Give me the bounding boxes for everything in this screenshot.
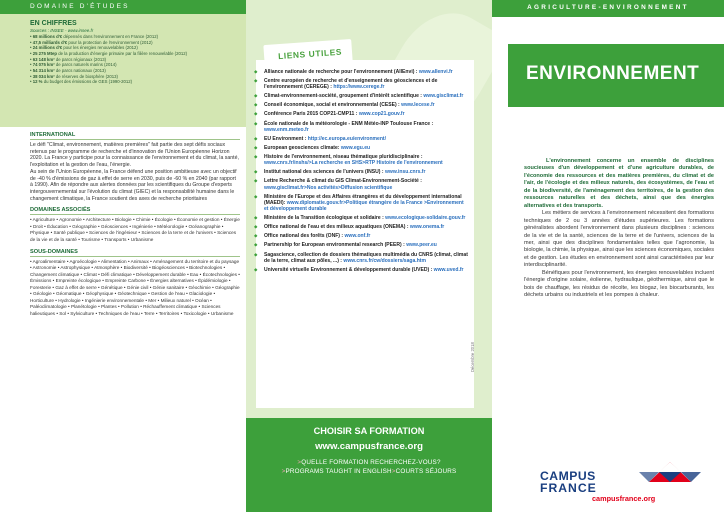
link-organisation-name: École nationale de la météorologie - ENM Météo-INP Toulouse France :	[264, 120, 434, 127]
link-url[interactable]: www.ecologique-solidaire.gouv.fr	[385, 215, 466, 222]
links-list	[254, 69, 468, 276]
link-item	[254, 121, 468, 134]
link-url[interactable]: www.cnrs.fr/inshs/>La recherche en SHS>RTP Histoire de l'environnement	[264, 160, 443, 167]
link-item	[254, 233, 468, 239]
link-url[interactable]: www.cnrs.fr/cw/dossiers/saga.htm	[343, 257, 426, 264]
link-organisation-name: Office national de l'eau et des milieux aquatiques (ONEMA) :	[264, 224, 409, 231]
footer-link-search[interactable]	[246, 459, 492, 466]
link-organisation-name: Office national des forêts (ONF) :	[264, 233, 344, 240]
arrow-icon: >	[391, 468, 396, 475]
stat-value: • 47,5 milliards d'€	[30, 39, 68, 45]
link-organisation-name: EU Environment :	[264, 135, 307, 142]
stats-source: Sources : INSEE - www.insee.fr	[30, 28, 94, 33]
link-organisation-name: Ministère de la Transition écologique et solidaire :	[264, 215, 384, 222]
link-organisation-name: Partnership for European environmental research (PEER) :	[264, 242, 405, 249]
link-url[interactable]: http://ec.europa.eu/environment/	[307, 135, 386, 142]
link-item	[254, 169, 468, 175]
intro-column	[524, 158, 714, 300]
link-url[interactable]: www.uved.fr	[433, 266, 464, 273]
arrow-icon: >	[281, 468, 286, 475]
right-header: AGRICULTURE-ENVIRONNEMENT	[492, 0, 724, 17]
stats-box	[0, 14, 246, 127]
stat-value: • 63 148 km²	[30, 56, 55, 62]
footer-link-short-stays-label: COURTS SÉJOURS	[395, 468, 457, 475]
associated-text: • Agriculture • Agronomie • Architecture • Biologie • Chimie • Écologie • Économie et gestion • Énergie • Droit • Éducation • Géographie • Géosciences • Ingénierie • Météorologie • Océanographie • Physique • Santé publique • Sciences de l'ingénieur • Sciences de la terre et de l'univers • Sciences de la vie et de la santé • Tourisme • Transports • Urbanisme	[30, 217, 240, 242]
link-item	[254, 242, 468, 248]
link-item	[254, 69, 468, 75]
link-item	[254, 78, 468, 91]
logo-campus-text: CAMPUS	[540, 469, 596, 483]
link-url[interactable]: www.onf.fr	[344, 233, 371, 240]
link-url[interactable]: https://www.cerege.fr	[333, 84, 385, 91]
arrow-icon: >	[297, 459, 302, 466]
stat-value: • 12 %	[30, 79, 43, 85]
stat-value: • 54 314 km²	[30, 67, 55, 73]
footer-link-search-label: QUELLE FORMATION RECHERCHEZ-VOUS?	[301, 459, 441, 466]
logo-url-link[interactable]: campusfrance.org	[592, 494, 656, 503]
stat-value: • 38 034 km²	[30, 73, 55, 79]
stat-value: • 68 millions d'€	[30, 34, 63, 39]
link-item	[254, 93, 468, 99]
link-url[interactable]: www.onema.fr	[409, 224, 445, 231]
stat-text: pour les énergies renouvelables (2012)	[62, 45, 138, 51]
link-organisation-name: Alliance nationale de recherche pour l'environnement (AllEnvi) :	[264, 69, 418, 75]
left-body	[0, 132, 246, 317]
environment-banner: ENVIRONNEMENT	[508, 44, 724, 107]
link-url[interactable]: www.gisclimat.fr>Nos activités>Diffusion scientifique	[264, 184, 393, 191]
stat-text: de réserves de biosphère (2013)	[54, 73, 118, 79]
stat-text: du budget des émissions de GES (1990-2012)	[42, 79, 133, 85]
link-organisation-name: Climat-environnement-société, groupement d'intérêt scientifique :	[264, 93, 422, 100]
link-organisation-name: Conférence Paris 2015 COP21-CMP11 :	[264, 111, 358, 118]
international-title: INTERNATIONAL	[30, 132, 240, 140]
link-url[interactable]: www.insu.cnrs.fr	[384, 169, 426, 176]
stat-row	[30, 79, 240, 85]
link-organisation-name: Lettre Recherche & climat du GIS Climat-Environnement-Société :	[264, 178, 422, 185]
link-organisation-name: Histoire de l'environnement, réseau thématique pluridisciplinaire :	[264, 153, 423, 160]
link-organisation-name: European geosciences climate:	[264, 144, 340, 151]
link-url[interactable]: www.peer.eu	[406, 242, 437, 249]
campus-france-logo-text	[540, 470, 597, 494]
link-organisation-name: Conseil économique, social et environnemental (CESE) :	[264, 102, 400, 109]
link-item	[254, 145, 468, 151]
footer-url-link[interactable]: www.campusfrance.org	[315, 441, 423, 452]
stat-text: dépensés dans l'environnement en France (2012)	[62, 34, 159, 39]
link-url[interactable]: www.cop21.gouv.fr	[358, 111, 405, 118]
stat-value: • 24 millions d'€	[30, 45, 63, 51]
stat-text: de parcs nationaux (2013)	[54, 67, 106, 73]
link-url[interactable]: www.allenvi.fr	[418, 69, 453, 75]
associated-title: DOMAINES ASSOCIÉS	[30, 207, 240, 215]
right-panel	[492, 0, 724, 418]
link-organisation-name: Institut national des sciences de l'univers (INSU) :	[264, 169, 384, 176]
link-item	[254, 215, 468, 221]
stats-list	[30, 34, 240, 85]
links-tab-title: LIENS UTILES	[263, 39, 352, 67]
link-url[interactable]: www.lecese.fr	[401, 102, 435, 109]
stat-text: de la production d'énergie primaire par la filière renouvelable (2012)	[57, 50, 188, 56]
stat-value: • 74 075 km²	[30, 62, 55, 68]
link-item	[254, 252, 468, 265]
link-organisation-name: Université virtuelle Environnement & développement durable (UVED) :	[264, 266, 433, 273]
logo-france-text: FRANCE	[540, 481, 597, 495]
link-item	[254, 194, 468, 213]
footer-title: CHOISIR SA FORMATION	[313, 426, 425, 436]
stat-value: • 25 275 Mtep	[30, 50, 58, 56]
link-url[interactable]: www.enm.meteo.fr	[264, 126, 309, 133]
lead-paragraph: L'environnement concerne un ensemble de disciplines soucieuses d'un développement et d'une agriculture durables, de l'économie des ressources et des matières premières, du climat et de l'air, de l'écologie et des milieux naturels, des écosystèmes, de l'eau et de la biodiversité, de l'aménagement des territoires, de la gestion des ressources naturelles et des déchets, ainsi que des énergies alternatives et des transports.	[524, 158, 714, 209]
footer-link-english-label: PROGRAMS TAUGHT IN ENGLISH	[285, 468, 392, 475]
link-item	[254, 224, 468, 230]
link-item	[254, 178, 468, 191]
link-item	[254, 102, 468, 108]
body-paragraph-2: Bénéfiques pour l'environnement, les énergies renouvelables incluent l'énergie d'origine solaire, éolienne, hydraulique, géothermique, ainsi que le bois de chauffage, les résidus de récolte, les biogaz, les biocarburants, les déchets urbains ou industriels et les pompes à chaleur.	[524, 269, 714, 299]
link-item	[254, 111, 468, 117]
footer-left-rail	[0, 418, 246, 512]
link-organisation-name: Sagascience, collection de dossiers thématiques multimédia du CNRS (climat, climat de la terre, climat aux pôles, ...) :	[264, 251, 468, 264]
link-item	[254, 154, 468, 167]
triangle-pattern-icon	[639, 462, 701, 482]
stats-title: EN CHIFFRES	[30, 20, 77, 27]
link-url[interactable]: www.gisclimat.fr	[423, 93, 464, 100]
link-organisation-name: Ministère de l'Europe et des Affaires étrangères et du développement international (MAEDI):	[264, 193, 462, 206]
left-header: DOMAINE D'ÉTUDES	[0, 0, 246, 14]
link-item	[254, 136, 468, 142]
link-url[interactable]: www.egu.eu	[340, 144, 371, 151]
link-item	[254, 267, 468, 273]
subdomains-title: SOUS-DOMAINES	[30, 249, 240, 257]
edition-date: Décembre 2018	[470, 342, 475, 372]
link-organisation-name: Centre européen de recherche et d'enseignement des géosciences et de l'environnement (CEREGE) :	[264, 78, 438, 91]
international-text: Le défi "Climat, environnement, matières premières" fait partie des sept défis sociaux retenus par le programme de recherche et d'innovation de l'Union Européenne Horizon 2020. La France y participe pour la connaissance de l'environnement et du climat, la santé, l'exploitation et la gestion de l'eau, l'énergie. Au sein de l'Union Européenne, la France défend une position ambitieuse avec un objectif de -40 % d'émissions de gaz à effet de serre en 2030, puis de -60 % en 2040 (par rapport à 1990). Afin de répondre aux alertes données par les scientifiques du Groupe d'experts intergouvernemental sur l'évolution du climat (GIEC) et la responsabilité humaine dans le changement climatique, la France soutient des axes de recherche prioritaires	[30, 142, 239, 202]
subdomains-text: • Agroalimentaire • Agroécologie • Alimentation • Animaux • Aménagement du territoire et du paysage • Astronomie • Astrophysique • Atmosphère • Biodiversité • Biogéosciences • Biotechnologies • Changement climatique • Climat • Défi climatique • Développement durable • Eau • Écotechnologies • Émissions • Empreinte écologique • Empreinte Carbone • Énergies alternatives • Épidémiologie • Foresterie • Gaz à effet de serre • Génétique • Génie civil • Génie sanitaire • Géochimie • Géographie • Géologie • Géomatique • Géophysique • Géotechnique • Gestion de l'eau • Glaciologie • Horticulture • Hydrologie • Ingénierie environnementale • Mer • Milieux naturel • Océan • Paléoclimatologie • Planétologie • Plantes • Pollution • Réchauffement climatique • Sciences halieutiques • Sol • Sylviculture • Techniques de l'eau • Terre • Territoires • Toxicologie • Urbanisme	[30, 258, 240, 316]
link-url[interactable]: www.diplomatie.gouv.fr>Politique étrangère de la France >Environnement et développement durable	[264, 200, 464, 213]
stat-text: de parcs régionaux (2013)	[54, 56, 107, 62]
body-paragraph-1: Les métiers de services à l'environnement nécessitent des formations techniques de 2 ou 3 années d'études supérieures. Les formations généralistes abordent l'environnement dans plusieurs disciplines : sciences de la vie et de la santé, sciences de la terre et de l'univers, sciences de la mer, ainsi que des disciplines fondamentales telles que l'agronomie, la biologie, la chimie, la physique, ainsi que les sciences économiques, sociales et de gestion. Les études en environnement sont ainsi caractérisées par leur interdisciplinarité.	[524, 210, 714, 269]
stat-text: de parcs naturels marins (2014)	[54, 62, 117, 68]
stat-text: pour la protection de l'environnement (2012)	[67, 39, 153, 45]
footer-link-programs[interactable]	[246, 468, 492, 475]
